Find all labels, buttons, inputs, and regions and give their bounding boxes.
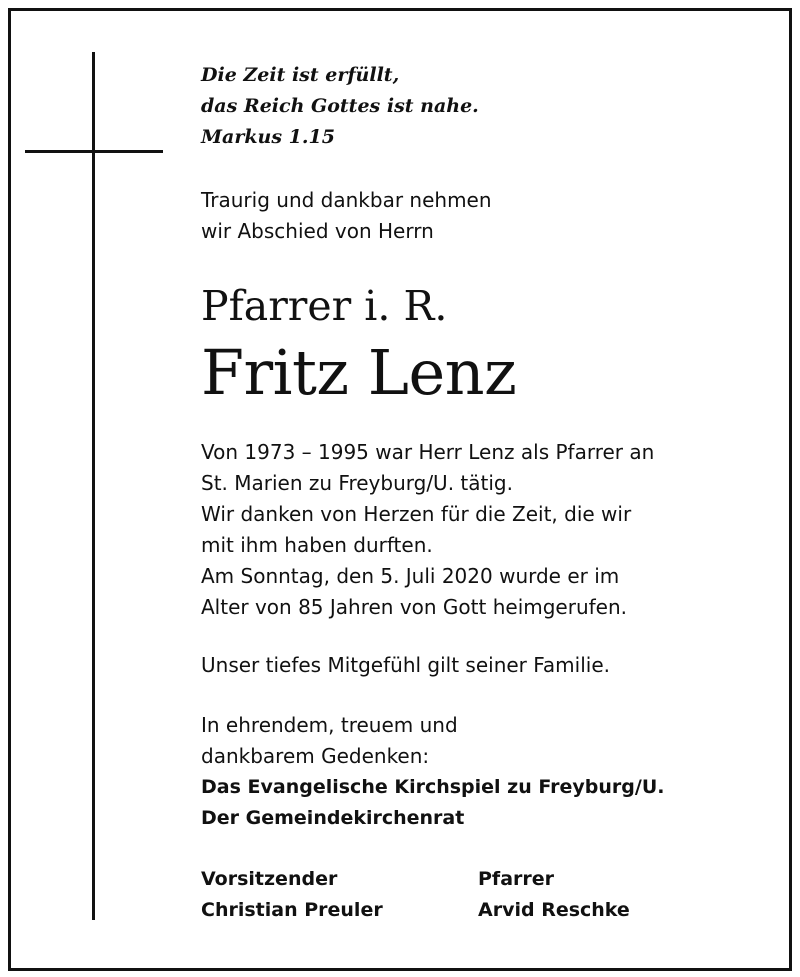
memorial-council: Der Gemeindekirchenrat: [201, 807, 465, 829]
intro-line-1: Traurig und dankbar nehmen: [201, 188, 492, 212]
signer-name: Arvid Reschke: [478, 899, 630, 921]
cross-horizontal-bar: [25, 150, 163, 153]
signer-chairman: [201, 864, 383, 926]
quote-line-1: Die Zeit ist erfüllt,: [201, 64, 400, 86]
quote-line-2: das Reich Gottes ist nahe.: [201, 95, 479, 117]
deceased-name: Fritz Lenz: [201, 336, 517, 409]
deceased-title: Pfarrer i. R.: [201, 282, 448, 330]
memorial-text: [201, 710, 780, 834]
signer-pastor: [478, 864, 630, 926]
body-text: [201, 437, 780, 623]
memorial-line-1: In ehrendem, treuem und: [201, 713, 458, 737]
quote-reference: Markus 1.15: [201, 126, 335, 148]
intro-line-2: wir Abschied von Herrn: [201, 219, 434, 243]
signer-role: Vorsitzender: [201, 868, 338, 890]
sympathy-text: Unser tiefes Mitgefühl gilt seiner Familie.: [201, 653, 610, 677]
body-line-3: Wir danken von Herzen für die Zeit, die wir: [201, 502, 632, 526]
signer-name: Christian Preuler: [201, 899, 383, 921]
body-line-4: mit ihm haben durften.: [201, 533, 433, 557]
bible-quote: [201, 60, 780, 153]
signer-role: Pfarrer: [478, 868, 555, 890]
body-line-1: Von 1973 – 1995 war Herr Lenz als Pfarrer an: [201, 440, 655, 464]
intro-text: [201, 185, 780, 247]
body-line-6: Alter von 85 Jahren von Gott heimgerufen.: [201, 595, 628, 619]
body-line-5: Am Sonntag, den 5. Juli 2020 wurde er im: [201, 564, 620, 588]
memorial-line-2: dankbarem Gedenken:: [201, 744, 430, 768]
memorial-organization: Das Evangelische Kirchspiel zu Freyburg/U.: [201, 776, 665, 798]
cross-vertical-bar: [92, 52, 95, 920]
body-line-2: St. Marien zu Freyburg/U. tätig.: [201, 471, 513, 495]
